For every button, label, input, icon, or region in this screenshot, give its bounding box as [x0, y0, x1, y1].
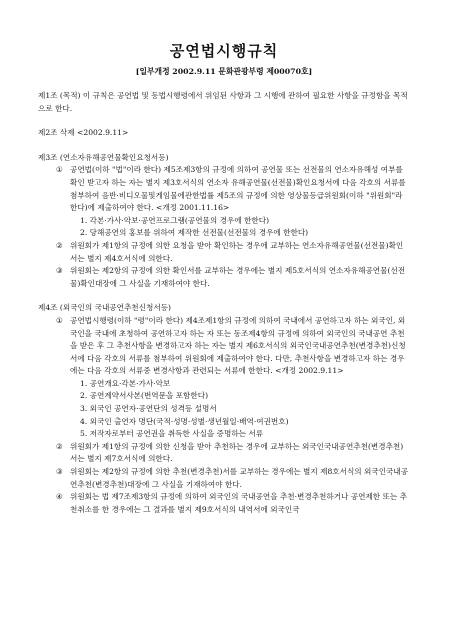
- article-1-text: 제1조 (목적) 이 규칙은 공연법 및 동법시행령에서 위임된 사항과 그 시행에 관하여 필요한 사항을 규정함을 목적으로 한다.: [38, 91, 408, 113]
- item-text: 위원회는 제2항의 규정에 의한 확인서를 교부하는 경우에는 별지 제5호서식의 연소자유해공연물(선전물)확인대장에 그 사실을 기재하여야 한다.: [70, 266, 406, 288]
- item-marker: ③: [56, 266, 63, 276]
- article-2-text: 제2조 삭제 <2002.9.11>: [38, 128, 129, 138]
- article-4-item-2: [56, 441, 410, 466]
- article-3-item-2: [56, 240, 410, 265]
- item-marker: ①: [56, 315, 63, 325]
- item-text: 위원회가 제1항의 규정에 의한 신청을 받아 추천하는 경우에 교부하는 외국인국내공연추천(변경추천)서는 별지 제7호서식에 의한다.: [70, 441, 404, 464]
- sub-item: 3. 외국인 공연자·공연단의 성격등 설명서: [80, 404, 217, 414]
- sub-item: 5. 저작자로부터 공연권을 취득한 사실을 증명하는 서류: [80, 429, 264, 439]
- item-text: 공연법시행령(이하 "령"이라 한다) 제4조제1항의 규정에 의하여 국내에서 공연하고자 하는 외국인, 외국인을 국내에 초청하여 공연하고자 하는 자 또는 동조제4항의 규정에 의하여 외국인의 국내공연 추천을 받은 후 그 추천사항을 변경하고자 하는 자는 별지 제6호서식의 외국인국내공연추천(변경추천)신청서에 다음 각호의 서류를 첨부하여 위원회에 제출하여야 한다. 다만, 추천사항을 변경하고자 하는 경우에는 다음 각호의 서류중 변경사항과 관련되는 서류에 한한다. <개정 2002.9.11>: [70, 315, 406, 376]
- article-1: [38, 90, 410, 115]
- sub-item: 1. 각본·가사·악보·공연프로그램(공연물의 경우에 한한다): [80, 215, 270, 225]
- article-3: [38, 152, 410, 291]
- amendment-note: [일부개정 2002.9.11 문화관광부령 제00070호]: [135, 67, 313, 76]
- article-2: [38, 127, 410, 140]
- item-marker: ①: [56, 165, 63, 175]
- item-marker: ③: [56, 467, 63, 477]
- item-text: 공연법(이하 "법"이라 한다) 제5조제3항의 규정에 의하여 공연물 또는 선전물의 연소자유해성 여부를 확인 받고자 하는 자는 별지 제3호서식의 연소자 유해공연물(선전물)확인요청서에 다음 각호의 서류를 첨부하여 음반·비디오물및게임물에관한법률 제5조의 규정에 의한 영상물등급위원회(이하 "위원회"라 한다)에 제출하여야 한다. <개정 2001.11.16>: [70, 165, 406, 213]
- article-4: [38, 302, 410, 516]
- article-4-heading: 제4조 (외국인의 국내공연추천신청서등): [38, 303, 171, 313]
- sub-item: 4. 외국인 출연자 명단(국적·성명·성별·생년월일·배역·여권번호): [80, 416, 289, 426]
- item-marker: ②: [56, 240, 63, 250]
- article-3-item-1: [56, 164, 410, 240]
- article-4-item-3: [56, 466, 410, 491]
- item-marker: ②: [56, 441, 63, 451]
- article-3-heading: 제3조 (연소자유해공연물확인요청서등): [38, 152, 169, 162]
- article-4-item-4: [56, 491, 410, 516]
- item-text: 위원회가 제1항의 규정에 의한 요청을 받아 확인하는 경우에 교부하는 연소자유해공연물(선전물)확인서는 별지 제4호서식에 의한다.: [70, 240, 404, 263]
- sub-item: 1. 공연개요·각본·가사·악보: [80, 378, 171, 388]
- sub-item: 2. 당해공연의 홍보를 위하여 제작한 선전물(선전물의 경우에 한한다): [80, 228, 309, 238]
- item-text: 위원회는 제2항의 규정에 의한 추천(변경추천)서를 교부하는 경우에는 별지 제8호서식의 외국인국내공연추천(변경추천)대장에 그 사실을 기재하여야 한다.: [70, 467, 409, 489]
- item-text: 위원회는 법 제7조제3항의 규정에 의하여 외국인의 국내공연을 추천·변경추천하거나 공연제한 또는 추천취소를 한 경우에는 그 결과를 별지 제9호서식의 내역서에 외국인국: [70, 492, 407, 514]
- sub-item: 2. 공연계약서사본(번역문을 포함한다): [80, 391, 209, 401]
- item-marker: ④: [56, 492, 63, 502]
- article-4-item-1: [56, 315, 410, 441]
- article-3-item-3: [56, 265, 410, 290]
- document-title: 공연법시행규칙: [169, 42, 279, 60]
